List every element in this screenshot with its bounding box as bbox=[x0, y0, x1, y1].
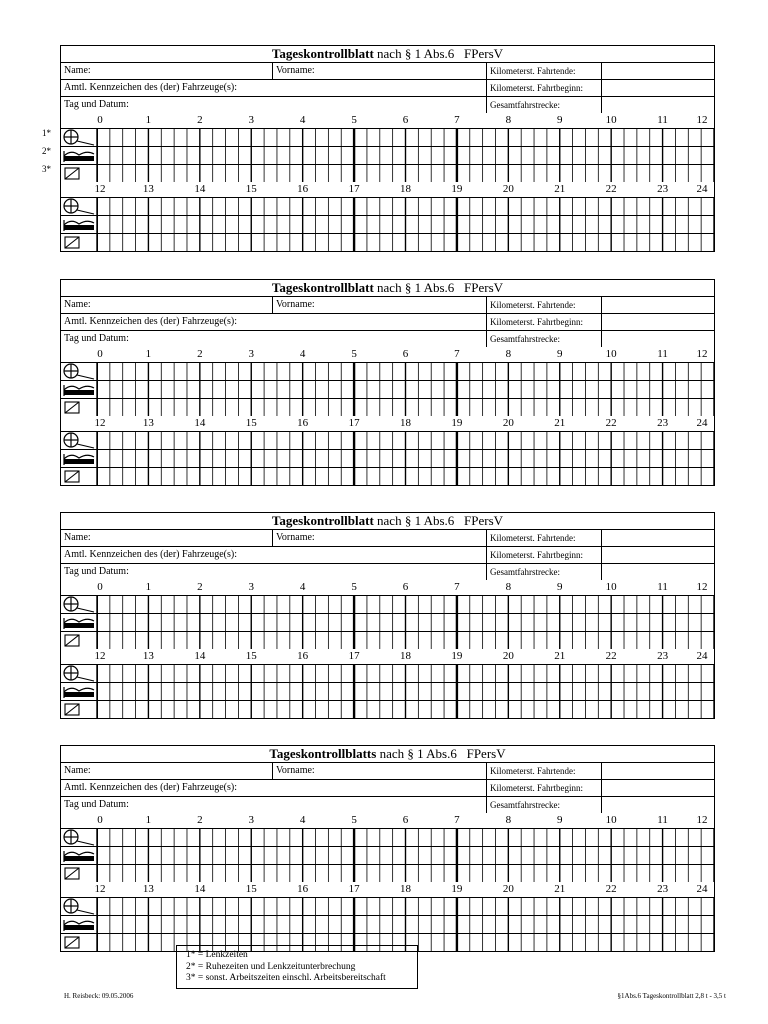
work-box-icon bbox=[65, 635, 79, 646]
work-box-icon bbox=[65, 704, 79, 715]
time-grid-am bbox=[61, 828, 714, 882]
hour-tick-label: 11 bbox=[657, 814, 668, 826]
km-end-field[interactable] bbox=[602, 297, 714, 313]
hour-tick-label: 12 bbox=[696, 581, 708, 593]
info-row-kennzeichen bbox=[61, 80, 714, 97]
work-box-icon bbox=[65, 471, 79, 482]
hour-tick-label: 17 bbox=[348, 183, 360, 195]
hour-tick-label: 13 bbox=[142, 650, 154, 662]
form-title bbox=[61, 513, 714, 530]
hour-tick-label: 11 bbox=[657, 581, 668, 593]
info-row-date bbox=[61, 331, 714, 347]
hour-tick-label: 20 bbox=[502, 417, 514, 429]
hour-tick-label: 8 bbox=[505, 814, 512, 826]
hour-tick-label: 21 bbox=[554, 417, 566, 429]
hour-tick-label: 17 bbox=[348, 417, 360, 429]
hour-tick-label: 19 bbox=[451, 183, 463, 195]
hour-tick-label: 23 bbox=[657, 650, 669, 662]
info-row-kennzeichen bbox=[61, 780, 714, 797]
hour-ticks-am bbox=[61, 580, 714, 595]
hour-tick-label: 9 bbox=[557, 814, 563, 826]
hour-tick-label: 2 bbox=[197, 348, 203, 360]
hour-tick-label: 11 bbox=[657, 114, 668, 126]
time-grid-svg bbox=[61, 362, 714, 416]
km-end-field[interactable] bbox=[602, 63, 714, 79]
hour-tick-label: 0 bbox=[97, 348, 103, 360]
form-title-bold: Tageskontrollblatt bbox=[271, 46, 374, 61]
vorname-field[interactable]: Vorname: bbox=[273, 530, 487, 546]
hour-tick-label: 12 bbox=[696, 348, 708, 360]
hour-tick-label: 11 bbox=[657, 348, 668, 360]
total-distance-label: Gesamtfahrstrecke: bbox=[487, 331, 602, 347]
hour-ticks-am bbox=[61, 113, 714, 128]
km-end-label: Kilometerst. Fahrtende: bbox=[487, 530, 602, 546]
km-start-field[interactable] bbox=[602, 547, 714, 563]
hour-tick-label: 22 bbox=[605, 183, 617, 195]
km-end-label: Kilometerst. Fahrtende: bbox=[487, 297, 602, 313]
form-title bbox=[61, 746, 714, 763]
info-row-date bbox=[61, 97, 714, 113]
km-start-field[interactable] bbox=[602, 80, 714, 96]
work-box-icon bbox=[65, 937, 79, 948]
tageskontrollblatt-form bbox=[60, 45, 715, 252]
km-end-label: Kilometerst. Fahrtende: bbox=[487, 763, 602, 779]
hour-tick-label: 4 bbox=[299, 114, 306, 126]
hour-tick-label: 19 bbox=[451, 883, 463, 895]
hour-tick-label: 14 bbox=[194, 183, 206, 195]
hour-ticks-pm bbox=[61, 416, 714, 431]
bed-icon bbox=[64, 151, 94, 162]
hour-tick-label: 3 bbox=[248, 581, 254, 593]
time-grid-pm bbox=[61, 664, 714, 718]
hour-tick-label: 14 bbox=[194, 883, 206, 895]
hour-tick-label: 8 bbox=[505, 348, 512, 360]
hour-tick-label: 8 bbox=[505, 581, 512, 593]
hour-tick-label: 19 bbox=[451, 650, 463, 662]
steering-wheel-icon bbox=[64, 899, 94, 914]
hour-tick-label: 9 bbox=[557, 581, 563, 593]
hour-ticks-pm bbox=[61, 882, 714, 897]
km-start-label: Kilometerst. Fahrtbeginn: bbox=[487, 80, 602, 96]
footer-author: H. Reisbeck: 09.05.2006 bbox=[64, 992, 134, 1000]
bed-icon bbox=[64, 618, 94, 629]
time-grid-svg bbox=[61, 595, 714, 649]
kennzeichen-field[interactable]: Amtl. Kennzeichen des (der) Fahrzeuge(s): bbox=[61, 80, 487, 96]
work-box-icon bbox=[65, 168, 79, 179]
hour-tick-label: 15 bbox=[245, 650, 257, 662]
form-title-bold: Tageskontrollblatts bbox=[269, 746, 377, 761]
hour-tick-label: 20 bbox=[502, 883, 514, 895]
hour-tick-label: 14 bbox=[194, 417, 206, 429]
hour-tick-label: 1 bbox=[145, 348, 152, 360]
hour-tick-label: 2 bbox=[197, 814, 203, 826]
hour-tick-label: 7 bbox=[454, 114, 460, 126]
bed-icon bbox=[64, 687, 94, 698]
total-distance-label: Gesamtfahrstrecke: bbox=[487, 97, 602, 113]
legend-line-1: 1* = Lenkzeiten bbox=[186, 950, 248, 960]
hour-tick-label: 9 bbox=[557, 114, 563, 126]
hour-ticks-am bbox=[61, 347, 714, 362]
hour-tick-label: 21 bbox=[554, 883, 566, 895]
hour-tick-label: 13 bbox=[142, 883, 154, 895]
km-end-field[interactable] bbox=[602, 530, 714, 546]
name-field[interactable]: Name: bbox=[61, 763, 273, 779]
time-grid-svg bbox=[61, 197, 714, 251]
km-start-label: Kilometerst. Fahrtbeginn: bbox=[487, 780, 602, 796]
form-title-rest: nach § 1 Abs.6 FPersV bbox=[373, 513, 504, 528]
date-field[interactable]: Tag und Datum: bbox=[61, 331, 487, 347]
hour-tick-label: 4 bbox=[299, 814, 306, 826]
hour-tick-label: 24 bbox=[696, 183, 708, 195]
name-field[interactable]: Name: bbox=[61, 530, 273, 546]
hour-tick-label: 6 bbox=[402, 581, 409, 593]
steering-wheel-icon bbox=[64, 830, 94, 845]
work-box-icon bbox=[65, 402, 79, 413]
time-grid-svg bbox=[61, 828, 714, 882]
info-row-kennzeichen bbox=[61, 314, 714, 331]
hour-tick-label: 8 bbox=[505, 114, 512, 126]
hour-tick-label: 12 bbox=[94, 417, 106, 429]
form-title-rest: nach § 1 Abs.6 FPersV bbox=[373, 280, 504, 295]
info-row-date bbox=[61, 797, 714, 813]
hour-ticks-pm bbox=[61, 649, 714, 664]
hour-tick-label: 4 bbox=[299, 581, 306, 593]
info-row-name bbox=[61, 297, 714, 314]
info-row-name bbox=[61, 63, 714, 80]
legend-line-2: 2* = Ruhezeiten und Lenkzeitunterbrechung bbox=[186, 961, 356, 972]
steering-wheel-icon bbox=[64, 364, 94, 379]
name-field[interactable]: Name: bbox=[61, 297, 273, 313]
footer-document-id: §1Abs.6 Tageskontrollblatt 2,8 t - 3,5 t bbox=[617, 992, 726, 1000]
name-field[interactable]: Name: bbox=[61, 63, 273, 79]
hour-tick-label: 10 bbox=[605, 814, 617, 826]
hour-tick-label: 3 bbox=[248, 114, 254, 126]
hour-tick-label: 5 bbox=[351, 581, 357, 593]
form-title-bold: Tageskontrollblatt bbox=[271, 513, 374, 528]
hour-tick-label: 5 bbox=[351, 814, 357, 826]
hour-tick-label: 14 bbox=[194, 650, 206, 662]
form-title-bold: Tageskontrollblatt bbox=[271, 280, 374, 295]
time-grid-svg bbox=[61, 128, 714, 182]
time-grid-pm bbox=[61, 197, 714, 251]
km-start-field[interactable] bbox=[602, 780, 714, 796]
time-grid-am bbox=[61, 595, 714, 649]
steering-wheel-icon bbox=[64, 597, 94, 612]
form-title bbox=[61, 46, 714, 63]
hour-ticks-pm bbox=[61, 182, 714, 197]
hour-tick-label: 12 bbox=[696, 114, 708, 126]
hour-tick-label: 13 bbox=[142, 417, 154, 429]
hour-tick-label: 12 bbox=[696, 814, 708, 826]
time-grid-pm bbox=[61, 431, 714, 485]
vorname-field[interactable]: Vorname: bbox=[273, 63, 487, 79]
time-grid-am bbox=[61, 362, 714, 416]
hour-tick-label: 10 bbox=[605, 348, 617, 360]
time-grid-svg bbox=[61, 431, 714, 485]
hour-tick-label: 1 bbox=[145, 114, 152, 126]
form-title bbox=[61, 280, 714, 297]
hour-tick-label: 17 bbox=[348, 650, 360, 662]
steering-wheel-icon bbox=[64, 433, 94, 448]
hour-tick-label: 10 bbox=[605, 114, 617, 126]
steering-wheel-icon bbox=[64, 199, 94, 214]
hour-tick-label: 23 bbox=[657, 417, 669, 429]
hour-tick-label: 10 bbox=[605, 581, 617, 593]
time-grid-am bbox=[61, 128, 714, 182]
hour-tick-label: 6 bbox=[402, 814, 409, 826]
hour-tick-label: 12 bbox=[94, 883, 106, 895]
time-grid-svg bbox=[61, 897, 714, 951]
hour-tick-label: 5 bbox=[351, 114, 357, 126]
info-row-name bbox=[61, 763, 714, 780]
time-grid-svg bbox=[61, 664, 714, 718]
hour-tick-label: 19 bbox=[451, 417, 463, 429]
hour-tick-label: 4 bbox=[299, 348, 306, 360]
row-marker-2: 2* bbox=[42, 146, 51, 156]
hour-tick-label: 0 bbox=[97, 581, 103, 593]
hour-tick-label: 22 bbox=[605, 650, 617, 662]
bed-icon bbox=[64, 920, 94, 931]
hour-tick-label: 0 bbox=[97, 814, 103, 826]
kennzeichen-field[interactable]: Amtl. Kennzeichen des (der) Fahrzeuge(s): bbox=[61, 314, 487, 330]
work-box-icon bbox=[65, 868, 79, 879]
km-start-label: Kilometerst. Fahrtbeginn: bbox=[487, 547, 602, 563]
hour-tick-label: 5 bbox=[351, 348, 357, 360]
vorname-field[interactable]: Vorname: bbox=[273, 763, 487, 779]
tageskontrollblatt-form bbox=[60, 745, 715, 952]
hour-tick-label: 23 bbox=[657, 883, 669, 895]
hour-tick-label: 6 bbox=[402, 114, 409, 126]
hour-tick-label: 6 bbox=[402, 348, 409, 360]
hour-tick-label: 3 bbox=[248, 814, 254, 826]
hour-tick-label: 21 bbox=[554, 650, 566, 662]
row-marker-3: 3* bbox=[42, 164, 51, 174]
info-row-name bbox=[61, 530, 714, 547]
hour-tick-label: 16 bbox=[297, 417, 309, 429]
hour-tick-label: 2 bbox=[197, 114, 203, 126]
hour-tick-label: 18 bbox=[400, 183, 411, 195]
hour-tick-label: 24 bbox=[696, 883, 708, 895]
form-title-rest: nach § 1 Abs.6 FPersV bbox=[373, 46, 504, 61]
hour-tick-label: 0 bbox=[97, 114, 103, 126]
total-distance-field[interactable] bbox=[602, 564, 714, 580]
hour-tick-label: 21 bbox=[554, 183, 566, 195]
hour-tick-label: 3 bbox=[248, 348, 254, 360]
legend-line-3: 3* = sonst. Arbeitszeiten einschl. Arbeitsbereitschaft bbox=[186, 973, 386, 983]
bed-icon bbox=[64, 454, 94, 465]
date-field[interactable]: Tag und Datum: bbox=[61, 797, 487, 813]
hour-tick-label: 20 bbox=[502, 183, 514, 195]
bed-icon bbox=[64, 385, 94, 396]
steering-wheel-icon bbox=[64, 666, 94, 681]
work-box-icon bbox=[65, 237, 79, 248]
hour-tick-label: 16 bbox=[297, 183, 309, 195]
hour-tick-label: 16 bbox=[297, 883, 309, 895]
hour-tick-label: 18 bbox=[400, 883, 411, 895]
steering-wheel-icon bbox=[64, 130, 94, 145]
hour-tick-label: 13 bbox=[142, 183, 154, 195]
hour-tick-label: 18 bbox=[400, 650, 411, 662]
hour-tick-label: 15 bbox=[245, 883, 257, 895]
tageskontrollblatt-form bbox=[60, 279, 715, 486]
hour-tick-label: 17 bbox=[348, 883, 360, 895]
hour-tick-label: 22 bbox=[605, 883, 617, 895]
date-field[interactable]: Tag und Datum: bbox=[61, 97, 487, 113]
hour-tick-label: 9 bbox=[557, 348, 563, 360]
kennzeichen-field[interactable]: Amtl. Kennzeichen des (der) Fahrzeuge(s): bbox=[61, 780, 487, 796]
total-distance-field[interactable] bbox=[602, 97, 714, 113]
hour-tick-label: 7 bbox=[454, 814, 460, 826]
hour-tick-label: 2 bbox=[197, 581, 203, 593]
vorname-field[interactable]: Vorname: bbox=[273, 297, 487, 313]
km-end-field[interactable] bbox=[602, 763, 714, 779]
hour-tick-label: 24 bbox=[696, 650, 708, 662]
total-distance-label: Gesamtfahrstrecke: bbox=[487, 564, 602, 580]
hour-tick-label: 1 bbox=[145, 814, 152, 826]
total-distance-field[interactable] bbox=[602, 797, 714, 813]
form-title-rest: nach § 1 Abs.6 FPersV bbox=[376, 746, 506, 761]
bed-icon bbox=[64, 851, 94, 862]
row-marker-1: 1* bbox=[42, 128, 51, 138]
hour-tick-label: 7 bbox=[454, 581, 460, 593]
hour-tick-label: 18 bbox=[400, 417, 411, 429]
hour-tick-label: 15 bbox=[245, 417, 257, 429]
hour-tick-label: 15 bbox=[245, 183, 257, 195]
km-start-field[interactable] bbox=[602, 314, 714, 330]
bed-icon bbox=[64, 220, 94, 231]
hour-tick-label: 1 bbox=[145, 581, 152, 593]
hour-tick-label: 22 bbox=[605, 417, 617, 429]
total-distance-label: Gesamtfahrstrecke: bbox=[487, 797, 602, 813]
hour-tick-label: 12 bbox=[94, 650, 106, 662]
tageskontrollblatt-form bbox=[60, 512, 715, 719]
kennzeichen-field[interactable]: Amtl. Kennzeichen des (der) Fahrzeuge(s): bbox=[61, 547, 487, 563]
legend-box bbox=[176, 945, 418, 989]
info-row-kennzeichen bbox=[61, 547, 714, 564]
hour-tick-label: 12 bbox=[94, 183, 106, 195]
km-start-label: Kilometerst. Fahrtbeginn: bbox=[487, 314, 602, 330]
hour-tick-label: 24 bbox=[696, 417, 708, 429]
km-end-label: Kilometerst. Fahrtende: bbox=[487, 63, 602, 79]
total-distance-field[interactable] bbox=[602, 331, 714, 347]
hour-tick-label: 23 bbox=[657, 183, 669, 195]
time-grid-pm bbox=[61, 897, 714, 951]
hour-tick-label: 20 bbox=[502, 650, 514, 662]
hour-tick-label: 7 bbox=[454, 348, 460, 360]
info-row-date bbox=[61, 564, 714, 580]
hour-tick-label: 16 bbox=[297, 650, 309, 662]
hour-ticks-am bbox=[61, 813, 714, 828]
date-field[interactable]: Tag und Datum: bbox=[61, 564, 487, 580]
